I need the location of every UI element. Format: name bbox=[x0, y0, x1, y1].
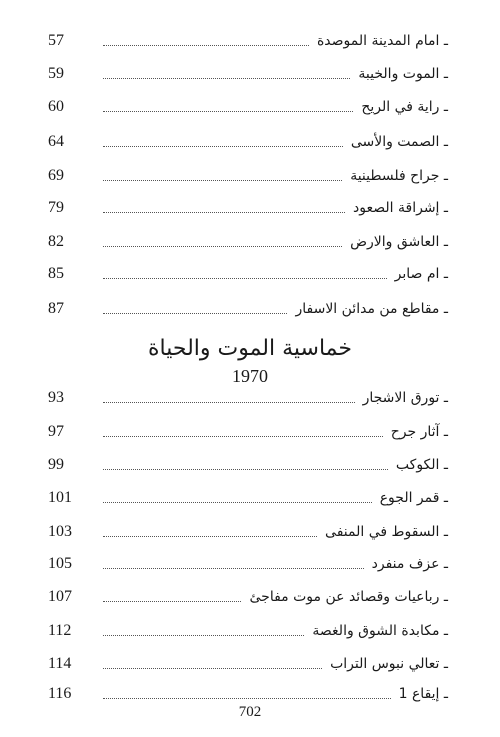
toc-entry bbox=[0, 161, 500, 191]
dot-leader bbox=[103, 469, 388, 470]
toc-page-number: 85 bbox=[48, 265, 64, 282]
toc-page-number: 101 bbox=[48, 489, 72, 506]
dot-leader bbox=[103, 246, 342, 247]
toc-entry bbox=[0, 582, 500, 612]
toc-entry-title: ـ إشراقة الصعود bbox=[353, 200, 448, 216]
toc-entry bbox=[0, 227, 500, 257]
toc-entry bbox=[0, 193, 500, 223]
toc-entry-title: ـ تورق الاشجار bbox=[362, 390, 448, 406]
dot-leader bbox=[103, 313, 287, 314]
dot-leader bbox=[103, 436, 383, 437]
toc-entry bbox=[0, 616, 500, 646]
toc-page-number: 112 bbox=[48, 622, 72, 639]
toc-entry-title: ـ راية في الريح bbox=[361, 99, 448, 115]
toc-entry bbox=[0, 294, 500, 324]
toc-entry-title: ـ الموت والخيبة bbox=[358, 66, 448, 82]
toc-page-number: 87 bbox=[48, 300, 64, 317]
dot-leader bbox=[103, 502, 372, 503]
toc-entry-title: ـ تعالي نبوس التراب bbox=[330, 656, 448, 672]
toc-entry bbox=[0, 549, 500, 579]
dot-leader bbox=[103, 180, 342, 181]
toc-entry bbox=[0, 517, 500, 547]
toc-page-number: 97 bbox=[48, 423, 64, 440]
toc-entry bbox=[0, 92, 500, 122]
section-year: 1970 bbox=[232, 366, 268, 386]
toc-entry bbox=[0, 649, 500, 679]
toc-page-number: 99 bbox=[48, 456, 64, 473]
dot-leader bbox=[103, 698, 391, 699]
toc-page-number: 57 bbox=[48, 32, 64, 49]
toc-entry bbox=[0, 383, 500, 413]
dot-leader bbox=[103, 402, 355, 403]
dot-leader bbox=[103, 78, 350, 79]
dot-leader bbox=[103, 111, 353, 112]
toc-page-number: 93 bbox=[48, 389, 64, 406]
toc-page-number: 59 bbox=[48, 65, 64, 82]
toc-entry-title: ـ ام صابر bbox=[394, 266, 448, 282]
toc-entry-title: ـ امام المدينة الموصدة bbox=[316, 33, 448, 49]
toc-entry bbox=[0, 483, 500, 513]
dot-leader bbox=[103, 601, 241, 602]
toc-page-number: 105 bbox=[48, 555, 72, 572]
toc-entry-title: ـ قمر الجوع bbox=[379, 490, 448, 506]
dot-leader bbox=[103, 278, 387, 279]
toc-entry bbox=[0, 450, 500, 480]
toc-page-number: 116 bbox=[48, 685, 72, 702]
section-title: خماسية الموت والحياة bbox=[148, 336, 352, 361]
toc-entry-title: ـ السقوط في المنفى bbox=[325, 524, 448, 540]
toc-entry-title: ـ إيقاع 1 bbox=[398, 686, 448, 702]
toc-page-number: 82 bbox=[48, 233, 64, 250]
toc-entry-title: ـ رباعيات وقصائد عن موت مفاجئ bbox=[249, 589, 448, 605]
toc-entry-title: ـ مقاطع من مدائن الاسفار bbox=[295, 301, 448, 317]
toc-page-number: 103 bbox=[48, 523, 72, 540]
toc-entry-title: ـ الكوكب bbox=[395, 457, 448, 473]
toc-entry-title: ـ الصمت والأسى bbox=[350, 134, 448, 150]
dot-leader bbox=[103, 536, 317, 537]
page-number: 702 bbox=[238, 704, 262, 720]
dot-leader bbox=[103, 212, 345, 213]
toc-entry bbox=[0, 417, 500, 447]
toc-page-number: 64 bbox=[48, 133, 64, 150]
toc-entry bbox=[0, 127, 500, 157]
toc-entry bbox=[0, 59, 500, 89]
dot-leader bbox=[103, 635, 304, 636]
toc-entry-title: ـ آثار جرح bbox=[390, 424, 448, 440]
toc-page-number: 69 bbox=[48, 167, 64, 184]
toc-page-number: 107 bbox=[48, 588, 72, 605]
dot-leader bbox=[103, 45, 309, 46]
toc-page-number: 79 bbox=[48, 199, 64, 216]
toc-entry-title: ـ عزف منفرد bbox=[371, 556, 448, 572]
toc-entry-title: ـ العاشق والارض bbox=[350, 234, 448, 250]
toc-entry-title: ـ مكابدة الشوق والغصة bbox=[312, 623, 448, 639]
dot-leader bbox=[103, 146, 343, 147]
dot-leader bbox=[103, 568, 364, 569]
toc-entry bbox=[0, 26, 500, 56]
dot-leader bbox=[103, 668, 322, 669]
toc-page-number: 114 bbox=[48, 655, 72, 672]
toc-page-number: 60 bbox=[48, 98, 64, 115]
toc-entry bbox=[0, 259, 500, 289]
toc-entry-title: ـ جراح فلسطينية bbox=[350, 168, 448, 184]
